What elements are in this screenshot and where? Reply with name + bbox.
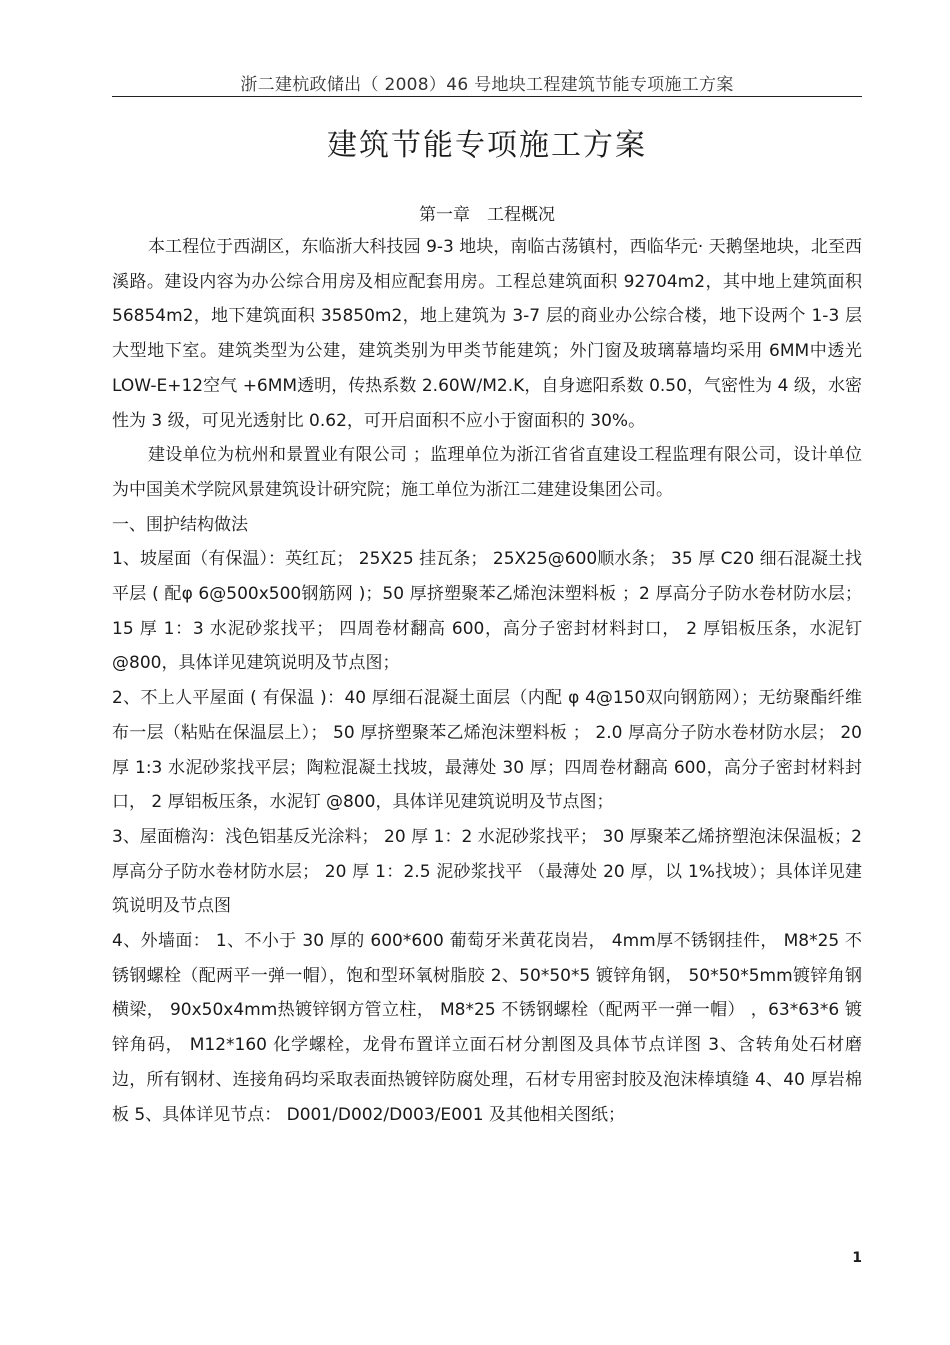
section-heading-envelope: 一、围护结构做法: [112, 514, 248, 535]
paragraph-exterior-wall: 4、外墙面： 1、不小于 30 厚的 600*600 葡萄牙米黄花岗岩， 4mm厚不锈钢挂件， M8*25 不锈钢螺栓（配两平一弹一帽），饱和型环氧树脂胶 2、50*50*5 镀锌角钢， 50*50*5mm镀锌角钢横梁， 90x50x4mm热镀锌钢方管立柱， M8*25 不锈钢螺栓（配两平一弹一帽） ，63*63*6 镀锌角码， M12*160 化学螺栓，龙骨布置详立面石材分割图及具体节点详图 3、含转角处石材磨边，所有钢材、连接角码均采取表面热镀锌防腐处理，石材专用密封胶及泡沫棒填缝 4、40 厚岩棉板 5、具体详见节点： D001/D002/D003/E001 及其他相关图纸；: [112, 931, 862, 1125]
paragraph-project-overview: 本工程位于西湖区，东临浙大科技园 9-3 地块，南临古荡镇村，西临华元· 天鹅堡地块，北至西溪路。建设内容为办公综合用房及相应配套用房。工程总建筑面积 92704m2，其中地上建筑面积 56854m2，地下建筑面积 35850m2，地上建筑为 3-7 层的商业办公综合楼，地下设两个 1-3 层大型地下室。建筑类型为公建，建筑类别为甲类节能建筑；外门窗及玻璃幕墙均采用 6MM中透光 LOW-E+12空气 +6MM透明，传热系数 2.60W/M2.K，自身遮阳系数 0.50，气密性为 4 级，水密性为 3 级，可见光透射比 0.62，可开启面积不应小于窗面积的 30%。: [112, 237, 862, 431]
header-divider: [112, 96, 862, 97]
document-body: [112, 230, 862, 1132]
chapter-heading: 第一章 工程概况: [419, 205, 555, 225]
paragraph-roof-gutter: 3、屋面檐沟：浅色铝基反光涂料； 20 厚 1：2 水泥砂浆找平； 30 厚聚苯乙烯挤塑泡沫保温板；2 厚高分子防水卷材防水层； 20 厚 1：2.5 泥砂浆找平 （最薄处 20 厚，以 1%找坡）；具体详见建筑说明及节点图: [112, 826, 862, 917]
running-header: 浙二建杭政储出（ 2008）46 号地块工程建筑节能专项施工方案: [240, 75, 734, 95]
paragraph-parties: 建设单位为杭州和景置业有限公司 ；监理单位为浙江省省直建设工程监理有限公司，设计单位为中国美术学院风景建筑设计研究院；施工单位为浙江二建建设集团公司。: [112, 445, 862, 500]
page-number: 1: [852, 1250, 862, 1266]
paragraph-flat-roof: 2、不上人平屋面 ( 有保温 )：40 厚细石混凝土面层（内配 φ 4@150双向钢筋网）；无纺聚酯纤维布一层（粘贴在保温层上）； 50 厚挤塑聚苯乙烯泡沫塑料板 ； 2.0 厚高分子防水卷材防水层； 20 厚 1:3 水泥砂浆找平层；陶粒混凝土找坡，最薄处 30 厚；四周卷材翻高 600，高分子密封材料封口， 2 厚铝板压条，水泥钉 @800，具体详见建筑说明及节点图；: [112, 688, 862, 813]
paragraph-sloped-roof: 1、坡屋面（有保温）：英红瓦； 25X25 挂瓦条； 25X25@600顺水条； 35 厚 C20 细石混凝土找平层 ( 配φ 6@500x500钢筋网 )；50 厚挤塑聚苯乙烯泡沫塑料板 ；2 厚高分子防水卷材防水层；15 厚 1：3 水泥砂浆找平； 四周卷材翻高 600，高分子密封材料封口， 2 厚铝板压条，水泥钉 @800，具体详见建筑说明及节点图；: [112, 549, 862, 674]
document-title: 建筑节能专项施工方案: [327, 128, 647, 163]
